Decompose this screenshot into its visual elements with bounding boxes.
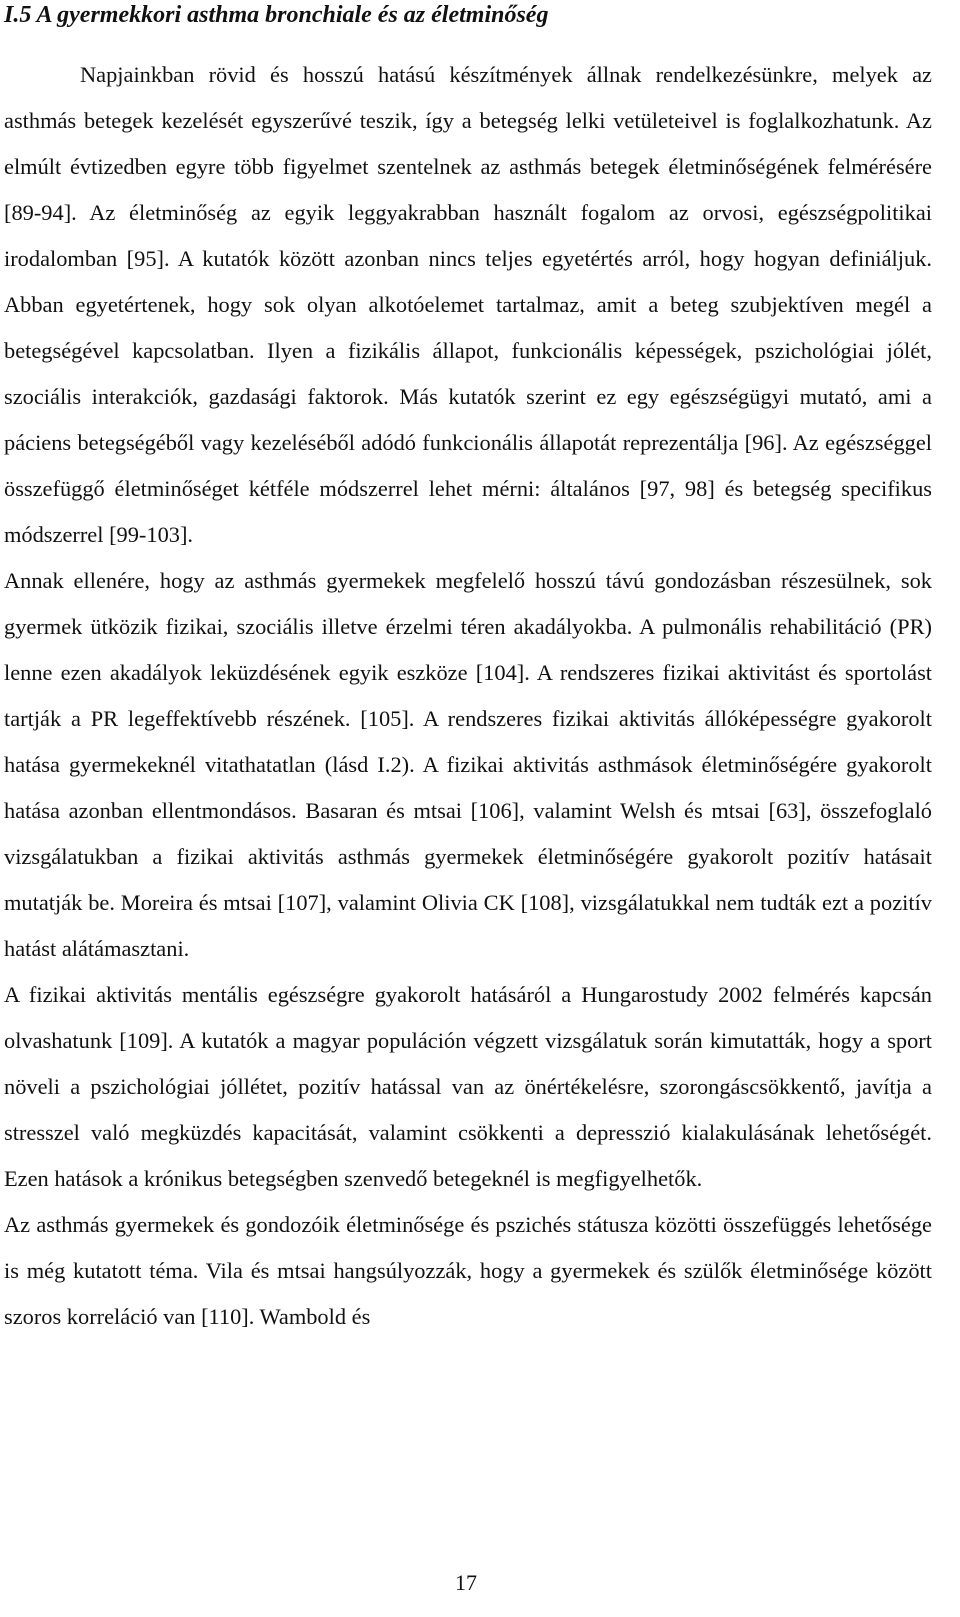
section-heading: I.5 A gyermekkori asthma bronchiale és az életminőség [4,2,549,28]
body-text [4,52,932,1340]
page-number: 17 [455,1570,477,1595]
paragraph-3: A fizikai aktivitás mentális egészségre gyakorolt hatásáról a Hungarostudy 2002 felmérés kapcsán olvashatunk [109]. A kutatók a magyar populáción végzett vizsgálatuk során kimutatták, hogy a sport növeli a pszichológiai jóllétet, pozitív hatással van az önértékelésre, szorongáscsökkentő, javítja a stresszel való megküzdés kapacitását, valamint csökkenti a depresszió kialakulásának lehetőségét. Ezen hatások a krónikus betegségben szenvedő betegeknél is megfigyelhetők. [4,982,932,1191]
paragraph-1: Napjainkban rövid és hosszú hatású készítmények állnak rendelkezésünkre, melyek az asthmás betegek kezelését egyszerűvé teszik, így a betegség lelki vetületeivel is foglalkozhatunk. Az elmúlt évtizedben egyre több figyelmet szentelnek az asthmás betegek életminőségének felmérésére [89-94]. Az életminőség az egyik leggyakrabban használt fogalom az orvosi, egészségpolitikai irodalomban [95]. A kutatók között azonban nincs teljes egyetértés arról, hogy hogyan definiáljuk. Abban egyetértenek, hogy sok olyan alkotóelemet tartalmaz, amit a beteg szubjektíven megél a betegségével kapcsolatban. Ilyen a fizikális állapot, funkcionális képességek, pszichológiai jólét, szociális interakciók, gazdasági faktorok. Más kutatók szerint ez egy egészségügyi mutató, ami a páciens betegségéből vagy kezeléséből adódó funkcionális állapotát reprezentálja [96]. Az egészséggel összefüggő életminőséget kétféle módszerrel lehet mérni: általános [97, 98] és betegség specifikus módszerrel [99-103]. [4,62,932,547]
paragraph-4: Az asthmás gyermekek és gondozóik életminősége és pszichés státusza közötti összefüggés lehetősége is még kutatott téma. Vila és mtsai hangsúlyozzák, hogy a gyermekek és szülők életminősége között szoros korreláció van [110]. Wambold és [4,1212,932,1329]
paragraph-2: Annak ellenére, hogy az asthmás gyermekek megfelelő hosszú távú gondozásban részesülnek, sok gyermek ütközik fizikai, szociális illetve érzelmi téren akadályokba. A pulmonális rehabilitáció (PR) lenne ezen akadályok leküzdésének egyik eszköze [104]. A rendszeres fizikai aktivitást és sportolást tartják a PR legeffektívebb részének. [105]. A rendszeres fizikai aktivitás állóképességre gyakorolt hatása gyermekeknél vitathatatlan (lásd I.2). A fizikai aktivitás asthmások életminőségére gyakorolt hatása azonban ellentmondásos. Basaran és mtsai [106], valamint Welsh és mtsai [63], összefoglaló vizsgálatukban a fizikai aktivitás asthmás gyermekek életminőségére gyakorolt pozitív hatásait mutatják be. Moreira és mtsai [107], valamint Olivia CK [108], vizsgálatukkal nem tudták ezt a pozitív hatást alátámasztani. [4,568,932,961]
